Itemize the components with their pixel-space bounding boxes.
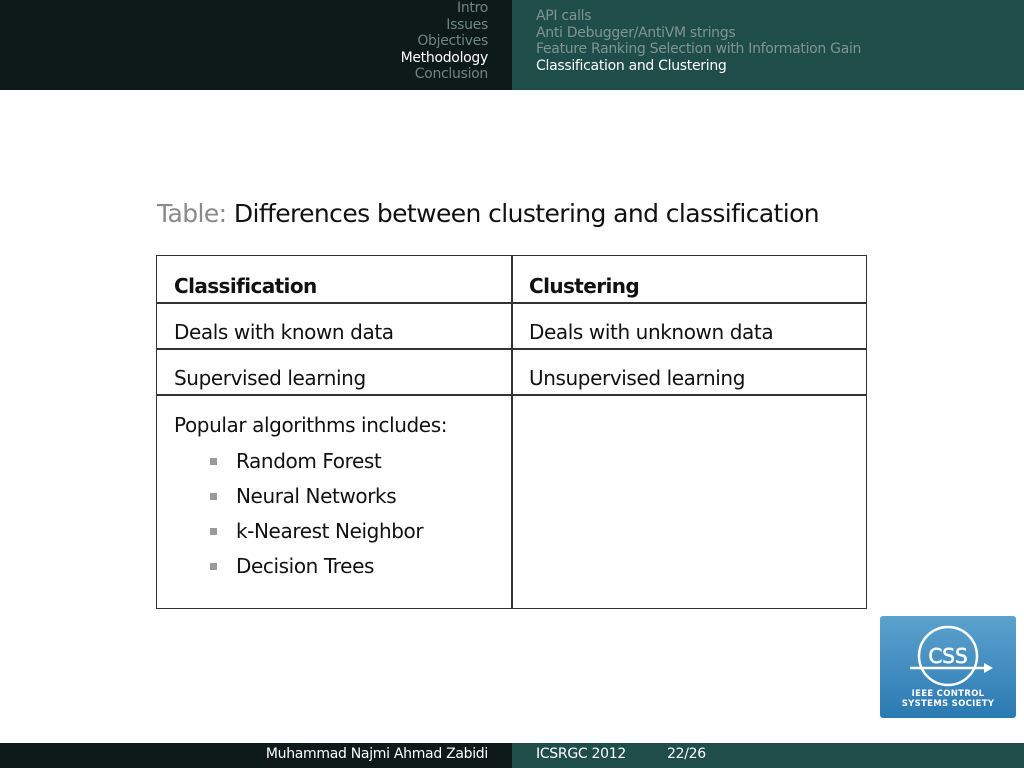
ieee-css-logo — [880, 616, 1016, 718]
slide-footer — [0, 743, 1024, 768]
bullet-square-icon — [210, 563, 217, 570]
subsection-list — [536, 8, 861, 74]
author-name: Muhammad Najmi Ahmad Zabidi — [265, 746, 488, 762]
footer-right — [512, 743, 1024, 768]
header-classification: Classification — [174, 274, 317, 298]
algorithm-label: Random Forest — [236, 449, 382, 473]
nav-section-issues[interactable]: Issues — [446, 16, 488, 33]
table-cell: Deals with unknown data — [529, 320, 774, 344]
algorithm-label: Decision Trees — [236, 554, 374, 578]
nav-section-methodology[interactable]: Methodology — [400, 49, 488, 66]
subsection-navigation — [512, 0, 1024, 90]
nav-subsection-feature-ranking[interactable]: Feature Ranking Selection with Information Gain — [536, 41, 862, 57]
nav-section-intro[interactable]: Intro — [456, 0, 488, 16]
table-caption — [157, 199, 819, 228]
logo-line-2: SYSTEMS SOCIETY — [901, 699, 995, 709]
bullet-square-icon — [210, 528, 217, 535]
row-divider — [157, 348, 866, 350]
logo-line-1: IEEE CONTROL — [911, 689, 985, 699]
column-divider — [511, 256, 513, 608]
comparison-table — [156, 255, 867, 609]
list-item — [210, 449, 423, 484]
algorithm-label: Neural Networks — [236, 484, 397, 508]
section-list — [401, 0, 488, 83]
caption-label: Table: — [157, 199, 227, 228]
nav-subsection-anti-debugger[interactable]: Anti Debugger/AntiVM strings — [536, 24, 736, 41]
conference-name: ICSRGC 2012 — [536, 746, 626, 762]
list-item — [210, 554, 423, 589]
table-cell: Supervised learning — [174, 366, 366, 390]
row-divider — [157, 394, 866, 396]
header-clustering: Clustering — [529, 274, 640, 298]
nav-subsection-classification-clustering[interactable]: Classification and Clustering — [536, 57, 727, 74]
algorithms-intro: Popular algorithms includes: — [174, 413, 448, 437]
slide-header — [0, 0, 1024, 90]
algorithms-list — [210, 449, 423, 589]
footer-left — [0, 743, 512, 768]
list-item — [210, 484, 423, 519]
list-item — [210, 519, 423, 554]
row-divider — [157, 302, 866, 304]
table-cell: Deals with known data — [174, 320, 394, 344]
caption-text: Differences between clustering and classification — [233, 199, 820, 228]
page-number: 22/26 — [667, 746, 706, 762]
nav-section-objectives[interactable]: Objectives — [417, 33, 488, 49]
logo-acronym: CSS — [928, 644, 968, 668]
bullet-square-icon — [210, 458, 217, 465]
bullet-square-icon — [210, 493, 217, 500]
nav-subsection-api-calls[interactable]: API calls — [536, 8, 592, 24]
table-cell: Unsupervised learning — [529, 366, 745, 390]
algorithm-label: k-Nearest Neighbor — [236, 519, 424, 543]
section-navigation — [0, 0, 512, 90]
nav-section-conclusion[interactable]: Conclusion — [414, 66, 488, 82]
